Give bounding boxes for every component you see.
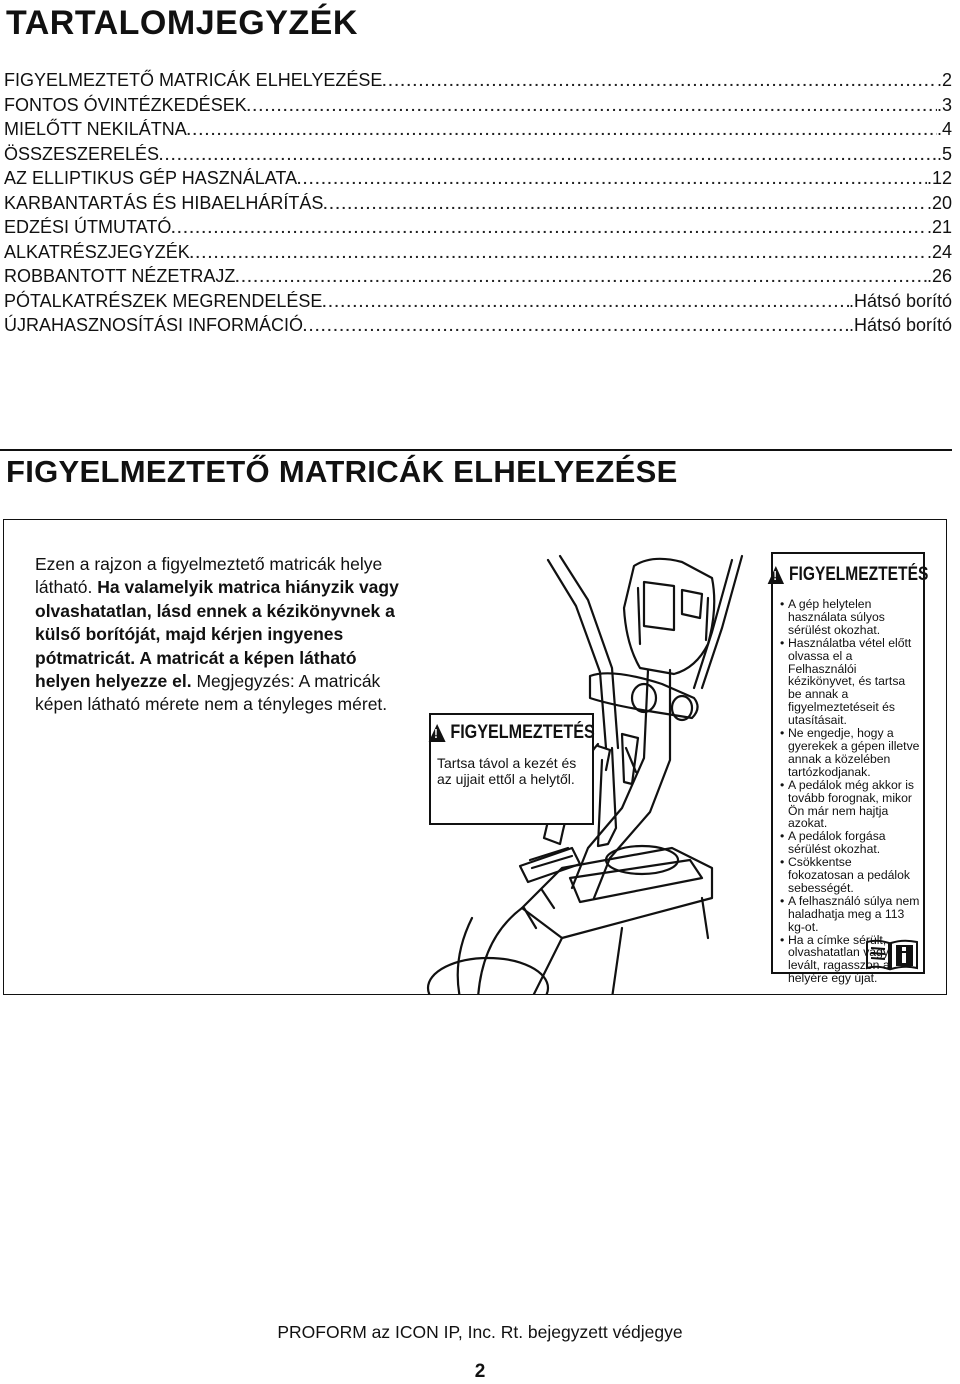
warning-item: • A gép helytelen használata súlyos sérülést okozhat.: [780, 598, 920, 637]
warning-heading-large: ! FIGYELMEZTETÉS: [787, 564, 910, 586]
intro-plain: Ezen a rajzon a figyelmeztető matricák helye látható.: [35, 554, 383, 598]
toc-entry-label: FONTOS ÓVINTÉZKEDÉSEK: [4, 94, 247, 115]
toc-entry[interactable]: [4, 117, 952, 142]
manual-info-icon: [865, 938, 919, 972]
toc-entry[interactable]: [4, 240, 952, 265]
toc-leader: [382, 69, 937, 93]
toc-entry-page: .26: [926, 266, 952, 286]
page-number: 2: [474, 1361, 486, 1382]
toc-entry-label: ALKATRÉSZJEGYZÉK: [4, 241, 190, 262]
toc-entry[interactable]: [4, 313, 952, 338]
toc-entry-page: .24: [926, 241, 952, 262]
toc-entry[interactable]: [4, 93, 952, 118]
toc-entry[interactable]: [4, 142, 952, 167]
toc-entry-label: KARBANTARTÁS ÉS HIBAELHÁRÍTÁS: [4, 192, 324, 213]
warning-text-small: Tartsa távol a kezét és az ujjait ettől a helytől.: [437, 755, 577, 788]
toc-entry[interactable]: [4, 215, 952, 240]
intro-text: [35, 553, 405, 717]
warning-item: • Ha a címke sérült, olvashatatlan vagy levált, ragasszon a helyére egy újat.: [780, 934, 920, 986]
warning-item: • A felhasználó súlya nem haladhatja meg a 113 kg-ot.: [780, 895, 920, 934]
toc-entry-label: FIGYELMEZTETŐ MATRICÁK ELHELYEZÉSE: [4, 70, 383, 90]
toc-entry[interactable]: [4, 68, 952, 93]
toc-leader: [247, 94, 937, 118]
toc-entry[interactable]: [4, 166, 952, 191]
toc-entry-page: .Hátsó borító: [848, 315, 952, 335]
toc-entry-label: EDZÉSI ÚTMUTATÓ: [4, 217, 172, 237]
warning-item: • Csökkentse fokozatosan a pedálok sebességét.: [780, 856, 920, 895]
intro-note: Megjegyzés: A matricák képen látható mérete nem a tényleges méret.: [35, 671, 388, 715]
decal-figure-panel: [3, 519, 947, 995]
warning-triangle-icon: [768, 566, 784, 584]
toc-entry-page: .Hátsó borító: [848, 290, 952, 311]
toc-entry-label: ÖSSZESZERELÉS: [4, 143, 160, 164]
toc-entry-label: MIELŐTT NEKILÁTNA: [4, 119, 187, 139]
toc-entry-label: ÚJRAHASZNOSÍTÁSI INFORMÁCIÓ: [4, 315, 304, 335]
toc-entry-page: .21: [926, 217, 952, 237]
toc-entry-label: PÓTALKATRÉSZEK MEGRENDELÉSE: [4, 290, 323, 311]
warning-heading-small: ! FIGYELMEZTETÉS: [443, 722, 580, 744]
toc-leader: [323, 192, 927, 216]
toc-leader: [187, 118, 937, 142]
toc-entry[interactable]: [4, 191, 952, 216]
warning-item: • A pedálok forgása sérülést okozhat.: [780, 830, 920, 856]
toc-entry-label: ROBBANTOTT NÉZETRAJZ: [4, 266, 236, 286]
warning-item: • Ne engedje, hogy a gyerekek a gépen illetve annak a közelében tartózkodjanak.: [780, 727, 920, 779]
intro-bold: Ha valamelyik matrica hiányzik vagy olvashatatlan, lásd ennek a kézikönyvnek a külső borítóját, majd kérjen ingyenes pótmatricát. A matricát a képen látható helyen helyezze el.: [35, 577, 399, 692]
toc-entry-page: .2: [936, 70, 952, 90]
trademark-notice: PROFORM az ICON IP, Inc. Rt. bejegyzett védjegye: [277, 1322, 683, 1342]
toc-list: [4, 68, 952, 338]
toc-entry-page: .3: [936, 94, 952, 115]
toc-title: TARTALOMJEGYZÉK: [6, 4, 358, 42]
warning-item: • A pedálok még akkor is tovább forognak, mikor Ön már nem hajtja azokat.: [780, 779, 920, 831]
section-divider: [0, 449, 952, 451]
warning-triangle-icon: [428, 724, 445, 742]
toc-entry[interactable]: [4, 289, 952, 314]
toc-leader: [235, 265, 927, 289]
toc-leader: [159, 143, 937, 167]
toc-leader: [303, 314, 849, 338]
toc-entry[interactable]: [4, 264, 952, 289]
toc-entry-page: .4: [936, 119, 952, 139]
warning-decal-large: [771, 552, 929, 986]
section-title: FIGYELMEZTETŐ MATRICÁK ELHELYEZÉSE: [6, 454, 678, 489]
toc-entry-page: .5: [936, 143, 952, 164]
toc-entry-page: .12: [926, 168, 952, 188]
toc-leader: [297, 167, 927, 191]
toc-leader: [171, 216, 927, 240]
toc-entry-label: AZ ELLIPTIKUS GÉP HASZNÁLATA: [4, 168, 298, 188]
warning-list: [780, 598, 920, 985]
toc-entry-page: .20: [926, 192, 952, 213]
warning-item: • Használatba vétel előtt olvassa el a Felhasználói kézikönyvet, és tartsa be annak a figyelmeztetéseit és utasításait.: [780, 637, 920, 727]
toc-leader: [322, 290, 849, 314]
toc-leader: [190, 241, 927, 265]
warning-decal-small: [429, 713, 594, 825]
